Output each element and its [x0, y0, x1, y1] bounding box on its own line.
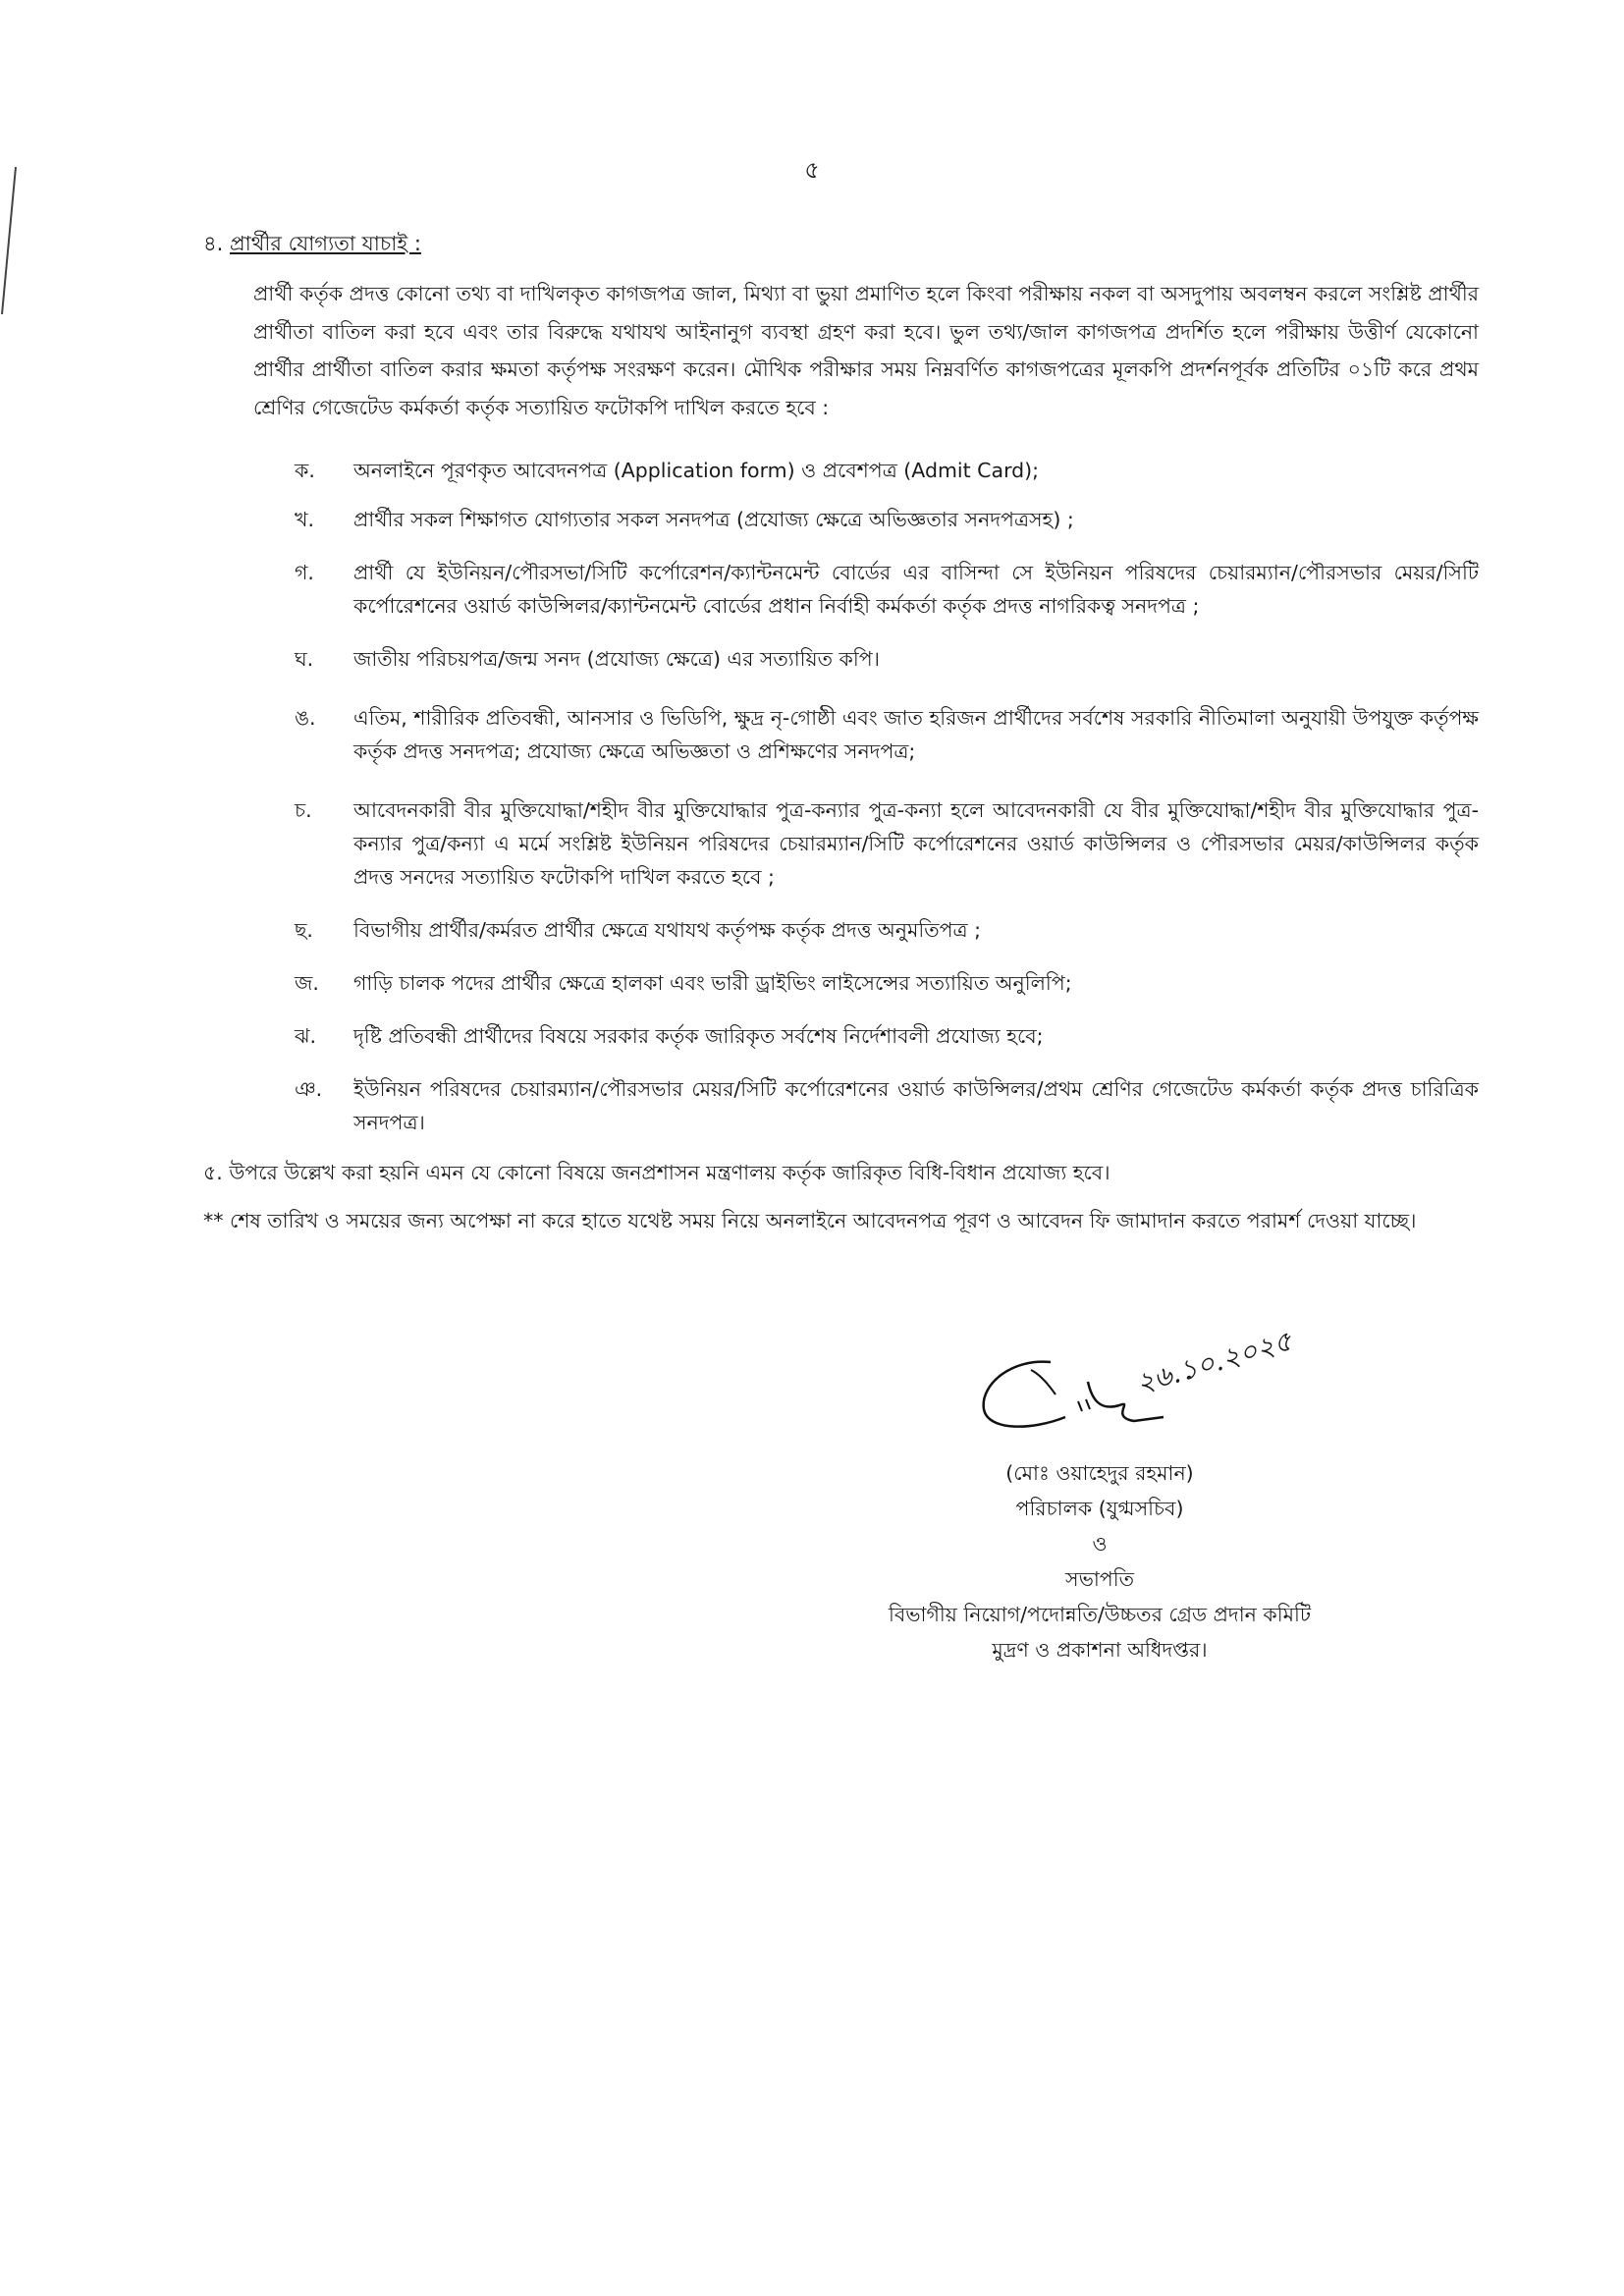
list-item — [253, 966, 1479, 1000]
list-item — [253, 701, 1479, 768]
signatory-name: (মোঃ ওয়াহেদুর রহমান) — [1005, 1461, 1194, 1485]
list-item-text: আবেদনকারী বীর মুক্তিযোদ্ধা/শহীদ বীর মুক্তিযোদ্ধার পুত্র-কন্যার পুত্র-কন্যা হলে আবেদনকারী যে বীর মুক্তিযোদ্ধা/শহীদ বীর মুক্তিযোদ্ধার পুত্র-কন্যার পুত্র/কন্যা এ মর্মে সংশ্লিষ্ট ইউনিয়ন পরিষদের চেয়ারম্যান/সিটি কর্পোরেশনের ওয়ার্ড কাউন্সিলর ও পৌরসভার মেয়র/কাউন্সিলর কর্তৃক প্রদত্ত সনদের সত্যায়িত ফটোকপি দাখিল করতে হবে ; — [353, 798, 1479, 889]
list-item — [253, 454, 1479, 487]
list-item-marker: ছ. — [295, 918, 313, 942]
list-item-text: জাতীয় পরিচয়পত্র/জন্ম সনদ (প্রযোজ্য ক্ষেত্রে) এর সত্যায়িত কপি। — [353, 647, 880, 671]
list-item-marker: ক. — [295, 459, 315, 482]
signatory-role: সভাপতি — [1065, 1567, 1134, 1591]
list-item-text: বিভাগীয় প্রার্থীর/কর্মরত প্রার্থীর ক্ষেত্রে যথাযথ কর্তৃপক্ষ কর্তৃক প্রদত্ত অনুমতিপত্র ; — [353, 918, 982, 942]
list-item-text: ইউনিয়ন পরিষদের চেয়ারম্যান/পৌরসভার মেয়র/সিটি কর্পোরেশনের ওয়ার্ড কাউন্সিলর/প্রথম শ্রেণির গেজেটেড কর্মকর্তা কর্তৃক প্রদত্ত চারিত্রিক সনদপত্র। — [353, 1077, 1479, 1134]
list-item — [253, 793, 1479, 894]
list-item-text: এতিম, শারীরিক প্রতিবন্ধী, আনসার ও ভিডিপি, ক্ষুদ্র নৃ-গোষ্ঠী এবং জাত হরিজন প্রার্থীদের সর্বশেষ সরকারি নীতিমালা অনুযায়ী উপযুক্ত কর্তৃপক্ষ কর্তৃক প্রদত্ত সনদপত্র; প্রযোজ্য ক্ষেত্রে অভিজ্ঞতা ও প্রশিক্ষণের সনদপত্র; — [353, 706, 1479, 763]
section-4-intro: প্রার্থী কর্তৃক প্রদত্ত কোনো তথ্য বা দাখিলকৃত কাগজপত্র জাল, মিথ্যা বা ভুয়া প্রমাণিত হলে কিংবা পরীক্ষায় নকল বা অসদুপায় অবলম্বন করলে সংশ্লিষ্ট প্রার্থীর প্রার্থীতা বাতিল করা হবে এবং তার বিরুদ্ধে যথাযথ আইনানুগ ব্যবস্থা গ্রহণ করা হবে। ভুল তথ্য/জাল কাগজপত্র প্রদর্শিত হলে পরীক্ষায় উত্তীর্ণ যেকোনো প্রার্থীর প্রার্থীতা বাতিল করার ক্ষমতা কর্তৃপক্ষ সংরক্ষণ করেন। মৌখিক পরীক্ষার সময় নিম্নবর্ণিত কাগজপত্রের মূলকপি প্রদর্শনপূর্বক প্রতিটির ০১টি করে প্রথম শ্রেণির গেজেটেড কর্মকর্তা কর্তৃক সত্যায়িত ফটোকপি দাখিল করতে হবে : — [253, 282, 1479, 419]
handwritten-signature — [972, 1324, 1296, 1453]
signatory-office: মুদ্রণ ও প্রকাশনা অধিদপ্তর। — [992, 1638, 1208, 1662]
section-4-number: ৪. — [203, 232, 224, 255]
list-item-marker: ঝ. — [295, 1024, 317, 1048]
list-item — [253, 503, 1479, 536]
footnote-text: শেষ তারিখ ও সময়ের জন্য অপেক্ষা না করে হাতে যথেষ্ট সময় নিয়ে অনলাইনে আবেদনপত্র পূরণ ও আবেদন ফি জামাদান করতে পরামর্শ দেওয়া যাচ্ছে। — [230, 1209, 1417, 1232]
list-item-marker: চ. — [295, 798, 312, 822]
list-item-marker: ঙ. — [295, 706, 316, 730]
signatory-block — [844, 1455, 1355, 1667]
section-4-title: প্রার্থীর যোগ্যতা যাচাই : — [230, 232, 421, 255]
list-item — [253, 1072, 1479, 1139]
signatory-designation: পরিচালক (যুগ্মসচিব) — [1015, 1497, 1184, 1520]
list-item — [253, 913, 1479, 947]
list-item-text: গাড়ি চালক পদের প্রার্থীর ক্ষেত্রে হালকা এবং ভারী ড্রাইভিং লাইসেন্সের সত্যায়িত অনুলিপি; — [353, 971, 1072, 995]
signature-date: ২৬.১০.২০২৫ — [1132, 1324, 1296, 1400]
signatory-conjunction: ও — [1092, 1532, 1108, 1556]
list-item-marker: ঞ. — [295, 1077, 323, 1101]
list-item-text: দৃষ্টি প্রতিবন্ধী প্রার্থীদের বিষয়ে সরকার কর্তৃক জারিকৃত সর্বশেষ নির্দেশাবলী প্রযোজ্য হবে; — [353, 1024, 1044, 1048]
page-number: ৫ — [804, 156, 820, 184]
list-item-marker: খ. — [295, 508, 314, 531]
section-4-heading — [203, 228, 421, 262]
footnote — [203, 1203, 1480, 1238]
list-item-text: প্রার্থীর সকল শিক্ষাগত যোগ্যতার সকল সনদপত্র (প্রযোজ্য ক্ষেত্রে অভিজ্ঞতার সনদপত্রসহ) ; — [353, 508, 1074, 531]
list-item-marker: ঘ. — [295, 647, 314, 671]
list-item — [253, 1019, 1479, 1053]
signatory-committee: বিভাগীয় নিয়োগ/পদোন্নতি/উচ্চতর গ্রেড প্রদান কমিটি — [888, 1603, 1312, 1626]
list-item-text: প্রার্থী যে ইউনিয়ন/পৌরসভা/সিটি কর্পোরেশন/ক্যান্টনমেন্ট বোর্ডের এর বাসিন্দা সে ইউনিয়ন পরিষদের চেয়ারম্যান/পৌরসভার মেয়র/সিটি কর্পোরেশনের ওয়ার্ড কাউন্সিলর/ক্যান্টনমেন্ট বোর্ডের প্রধান নির্বাহী কর্মকর্তা কর্তৃক প্রদত্ত নাগরিকত্ব সনদপত্র ; — [353, 561, 1479, 618]
list-item — [253, 642, 1479, 676]
list-item-marker: গ. — [295, 561, 314, 584]
list-item-text: অনলাইনে পূরণকৃত আবেদনপত্র (Application form) ও প্রবেশপত্র (Admit Card); — [353, 459, 1040, 482]
footnote-marker: ** — [203, 1209, 224, 1232]
section-5-note: ৫. উপরে উল্লেখ করা হয়নি এমন যে কোনো বিষয়ে জনপ্রশাসন মন্ত্রণালয় কর্তৃক জারিকৃত বিধি-বিধান প্রযোজ্য হবে। — [203, 1161, 1110, 1184]
required-documents-list — [253, 454, 1479, 1139]
list-item — [253, 556, 1479, 623]
list-item-marker: জ. — [295, 971, 319, 995]
